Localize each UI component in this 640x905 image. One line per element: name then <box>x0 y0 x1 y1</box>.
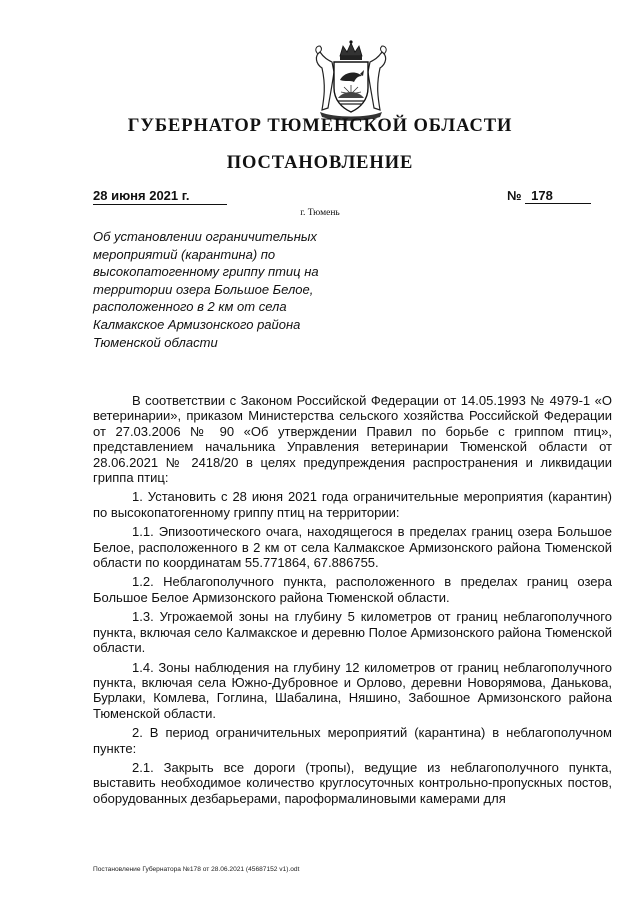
paragraph-1-1: 1.1. Эпизоотического очага, находящегося в пределах границ озера Большое Белое, расположенного в 2 км от села Калмакское Армизонского района Тюменской области по координатам 55.771864, 67.886755. <box>93 524 612 571</box>
paragraph-1-3: 1.3. Угрожаемой зоны на глубину 5 километров от границ неблагополучного пункта, включая село Калмакское и деревню Полое Армизонского района Тюменской области. <box>93 609 612 656</box>
paragraph-1-4: 1.4. Зоны наблюдения на глубину 12 километров от границ неблагополучного пункта, включая села Южно-Дубровное и Орлово, деревни Новорямова, Данькова, Бурлаки, Комлева, Гоглина, Шабалина, Няшино, Забошное Армизонского района Тюменской области. <box>93 659 612 721</box>
document-subject: Об установлении ограничительных мероприятий (карантина) по высокопатогенному гриппу птиц на территории озера Большое Белое, расположенного в 2 км от села Калмакское Армизонского района Тюменской области <box>93 229 319 350</box>
paragraph-1: 1. Установить с 28 июня 2021 года ограничительные мероприятия (карантин) по высокопатогенному гриппу птиц на территории: <box>93 489 612 520</box>
number-value: 178 <box>525 188 591 204</box>
document-type: ПОСТАНОВЛЕНИЕ <box>226 153 414 173</box>
document-body <box>93 393 612 810</box>
coat-of-arms-icon <box>310 38 392 122</box>
paragraph-1-2: 1.2. Неблагополучного пункта, расположенного в пределах границ озера Большое Белое Армизонского района Тюменской области. <box>93 574 612 605</box>
document-city: г. Тюмень <box>300 208 340 218</box>
file-footer: Постановление Губернатора №178 от 28.06.2021 (45687152 v1).odt <box>93 866 300 873</box>
paragraph-preamble: В соответствии с Законом Российской Федерации от 14.05.1993 № 4979-1 «О ветеринарии», приказом Министерства сельского хозяйства Российской Федерации от 27.03.2006 № 90 «Об утверждении Правил по борьбе с гриппом птиц», представлением начальника Управления ветеринарии Тюменской области от 28.06.2021 № 2418/20 в целях предупреждения распространения и ликвидации гриппа птиц: <box>93 393 612 486</box>
paragraph-2: 2. В период ограничительных мероприятий (карантина) в неблагополучном пункте: <box>93 725 612 756</box>
organization-title: ГУБЕРНАТОР ТЮМЕНСКОЙ ОБЛАСТИ <box>127 116 513 136</box>
document-date: 28 июня 2021 г. <box>93 188 227 205</box>
paragraph-2-1: 2.1. Закрыть все дороги (тропы), ведущие из неблагополучного пункта, выставить необходимое количество круглосуточных контрольно-пропускных постов, оборудованных дезбарьерами, пароформалиновыми камерами для <box>93 759 612 806</box>
document-number <box>507 188 591 204</box>
number-sign: № <box>507 188 522 203</box>
